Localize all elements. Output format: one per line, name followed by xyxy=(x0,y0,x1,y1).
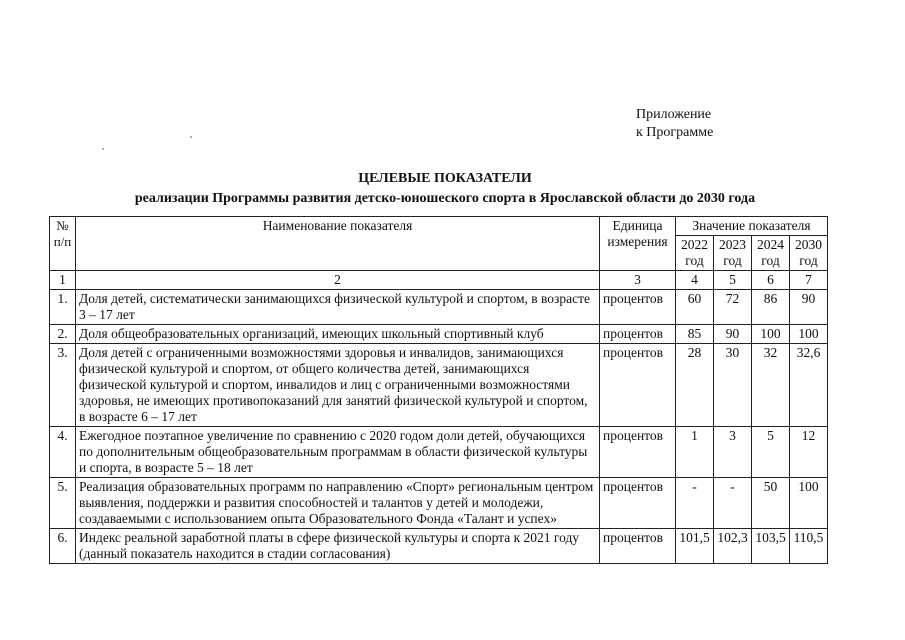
row-name: Индекс реальной заработной платы в сфере физической культуры и спорта к 2021 году (данный показатель находится в стадии согласования) xyxy=(76,529,600,564)
row-unit: процентов xyxy=(600,529,676,564)
row-value: 3 xyxy=(714,427,752,478)
table-row xyxy=(50,427,828,478)
column-number: 3 xyxy=(600,271,676,290)
row-name: Доля детей, систематически занимающихся физической культурой и спортом, в возрасте 3 – 17 лет xyxy=(76,290,600,325)
appendix-line1: Приложение xyxy=(636,107,712,122)
row-name: Ежегодное поэтапное увеличение по сравнению с 2020 годом доли детей, обучающихся по дополнительным общеобразовательным программам в области физической культуры и спорта, в возрасте 5 – 18 лет xyxy=(76,427,600,478)
row-value: 85 xyxy=(676,325,714,344)
header-year: 2022 год xyxy=(676,236,714,271)
table-row xyxy=(50,290,828,325)
header-unit: Единица измерения xyxy=(600,217,676,271)
document-subtitle: реализации Программы развития детско-юношеского спорта в Ярославской области до 2030 года xyxy=(134,191,756,206)
row-num: 6. xyxy=(50,529,76,564)
header-num: № п/п xyxy=(50,217,76,271)
header-name: Наименование показателя xyxy=(76,217,600,271)
table-row xyxy=(50,325,828,344)
column-numbers-row xyxy=(50,271,828,290)
row-value: 100 xyxy=(790,325,828,344)
row-name: Доля детей с ограниченными возможностями здоровья и инвалидов, занимающихся физической культурой и спортом, от общего количества детей, занимающихся физической культурой и спортом, инвалидов и лиц с ограниченными возможностями здоровья, не имеющих противопоказаний для занятий физической культурой и спортом, в возрасте 6 – 17 лет xyxy=(76,344,600,427)
scan-speck xyxy=(190,136,192,138)
row-num: 4. xyxy=(50,427,76,478)
table-header-row xyxy=(50,217,828,236)
row-num: 5. xyxy=(50,478,76,529)
row-num: 1. xyxy=(50,290,76,325)
appendix-label xyxy=(636,106,713,142)
row-value: 86 xyxy=(752,290,790,325)
appendix-line2: к Программе xyxy=(636,125,714,140)
row-value: 101,5 xyxy=(676,529,714,564)
row-value: 32,6 xyxy=(790,344,828,427)
table-row xyxy=(50,478,828,529)
row-value: - xyxy=(676,478,714,529)
table-row xyxy=(50,344,828,427)
row-value: 12 xyxy=(790,427,828,478)
row-value: 110,5 xyxy=(790,529,828,564)
indicators-table xyxy=(49,216,828,564)
row-unit: процентов xyxy=(600,290,676,325)
row-value: 5 xyxy=(752,427,790,478)
column-number: 4 xyxy=(676,271,714,290)
column-number: 5 xyxy=(714,271,752,290)
row-value: 90 xyxy=(714,325,752,344)
row-value: 60 xyxy=(676,290,714,325)
row-value: 100 xyxy=(790,478,828,529)
scan-speck xyxy=(102,148,104,150)
row-unit: процентов xyxy=(600,478,676,529)
row-value: 28 xyxy=(676,344,714,427)
document-title: ЦЕЛЕВЫЕ ПОКАЗАТЕЛИ xyxy=(358,171,532,186)
column-number: 2 xyxy=(76,271,600,290)
header-year: 2024 год xyxy=(752,236,790,271)
column-number: 7 xyxy=(790,271,828,290)
row-value: 90 xyxy=(790,290,828,325)
table-row xyxy=(50,529,828,564)
row-value: - xyxy=(714,478,752,529)
row-value: 72 xyxy=(714,290,752,325)
row-value: 102,3 xyxy=(714,529,752,564)
column-number: 6 xyxy=(752,271,790,290)
column-number: 1 xyxy=(50,271,76,290)
row-value: 32 xyxy=(752,344,790,427)
row-value: 103,5 xyxy=(752,529,790,564)
row-unit: процентов xyxy=(600,325,676,344)
row-num: 3. xyxy=(50,344,76,427)
row-value: 30 xyxy=(714,344,752,427)
header-values: Значение показателя xyxy=(676,217,828,236)
row-num: 2. xyxy=(50,325,76,344)
row-unit: процентов xyxy=(600,344,676,427)
row-name: Доля общеобразовательных организаций, имеющих школьный спортивный клуб xyxy=(76,325,600,344)
header-year: 2030 год xyxy=(790,236,828,271)
row-value: 100 xyxy=(752,325,790,344)
row-name: Реализация образовательных программ по направлению «Спорт» региональным центром выявления, поддержки и развития способностей и талантов у детей и молодежи, создаваемыми с использованием опыта Образовательного Фонда «Талант и успех» xyxy=(76,478,600,529)
row-value: 50 xyxy=(752,478,790,529)
row-unit: процентов xyxy=(600,427,676,478)
header-year: 2023 год xyxy=(714,236,752,271)
row-value: 1 xyxy=(676,427,714,478)
